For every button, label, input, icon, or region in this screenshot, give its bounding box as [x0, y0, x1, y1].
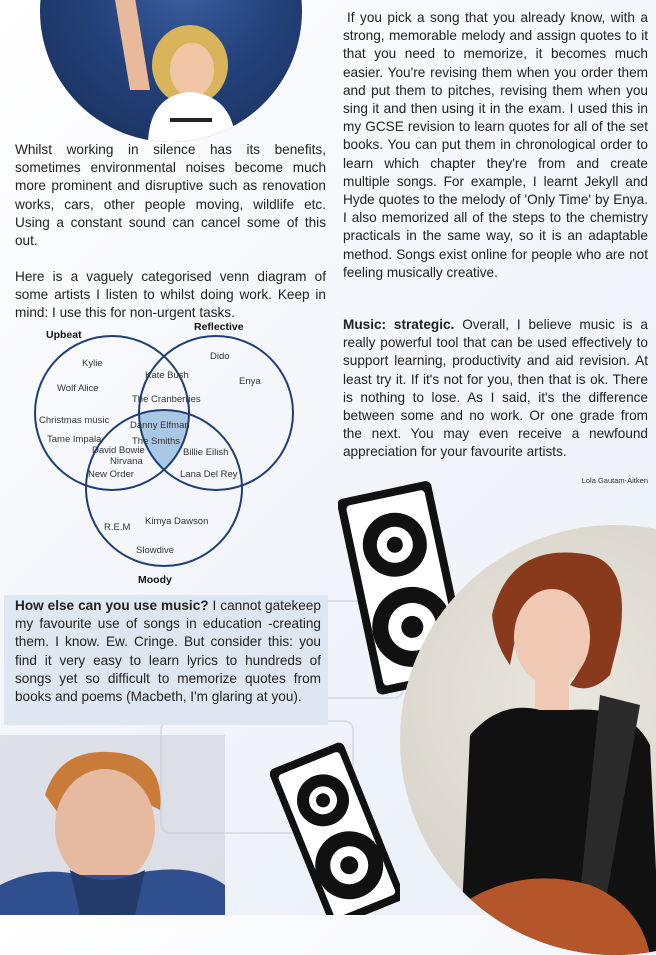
conclusion-paragraph: [343, 316, 648, 462]
artist-label: Kimya Dawson: [145, 516, 209, 527]
artist-label: Kate Bush: [145, 370, 189, 381]
artist-label: Nirvana: [110, 456, 143, 467]
artist-label: Wolf Alice: [57, 383, 99, 394]
guitarist-photo: [400, 525, 656, 955]
artist-label: R.E.M: [104, 522, 131, 533]
artist-venn-diagram: [20, 318, 320, 590]
artist-label: Tame Impala: [47, 434, 102, 445]
artist-label: New Order: [88, 469, 134, 480]
conclusion-text: Overall, I believe music is a really powerful tool that can be used effectively to support learning, productivity and aid revision. At least try it. If it's not for you, then that is ok. There is nothing to lose. As I said, it's the difference between some and no work. Or one grade from the next. You may even receive a newfound appreciation for your favourite artists.: [343, 317, 648, 460]
how-else-paragraph: [15, 597, 321, 706]
artist-label: Kylie: [82, 358, 103, 369]
artist-label: Danny Elfman: [130, 420, 190, 431]
conclusion-heading: Music: strategic.: [343, 317, 455, 332]
venn-intro-paragraph: Here is a vaguely categorised venn diagram of some artists I listen to whilst doing work. Keep in mind: I use this for non-urgent tasks.: [15, 269, 326, 321]
artist-label: Dido: [210, 351, 230, 362]
performer-photo: [40, 0, 302, 142]
author-credit: Lola Gautam-Aitken: [581, 476, 648, 485]
how-else-box: [4, 595, 328, 725]
intro-paragraph: Whilst working in silence has its benefits, sometimes environmental noises become much more prominent and disruptive such as renovation works, cars, other people moving, wildlife etc. Using a constant sound can cancel some of this out.: [15, 142, 326, 249]
portrait-photo: [0, 735, 225, 915]
song-method-paragraph: If you pick a song that you already know, with a strong, memorable melody and assign quotes to it that you need to memorize, it becomes much easier. You're revising them when you order them and put them to pitches, revising them when you sing it and then using it in the exam. I used this in my GCSE revision to learn quotes for all of the set books. You can put them in chronological order to learn which chapter they're from and create multiple songs. For example, I learnt Jekyll and Hyde quotes to the melody of 'Only Time' by Enya. I also memorized all of the steps to the chemistry practicals in the same way, so it is an adaptable method. Songs exist online for people who are not feeling musically creative.: [343, 10, 648, 280]
artist-label: Lana Del Rey: [180, 469, 238, 480]
artist-label: The Smiths: [132, 436, 181, 447]
category-moody: Moody: [138, 574, 172, 586]
artist-label: Christmas music: [39, 415, 110, 426]
artist-label: Enya: [239, 376, 261, 387]
how-else-heading: How else can you use music?: [15, 598, 209, 613]
artist-label: Billie Eilish: [183, 447, 229, 458]
artist-label: David Bowie: [92, 445, 145, 456]
category-reflective: Reflective: [194, 321, 244, 333]
artist-label: Slowdive: [136, 545, 175, 556]
how-else-text: I cannot gatekeep my favourite use of songs in education -creating them. I know. Ew. Cringe. But consider this: you find it very easy to learn lyrics to hundreds of songs yet so difficult to memorize quotes from books and poems (Macbeth, I'm glaring at you).: [15, 598, 321, 705]
speaker-icon: [270, 740, 400, 915]
category-upbeat: Upbeat: [46, 329, 82, 341]
artist-label: The Cranberries: [132, 394, 201, 405]
